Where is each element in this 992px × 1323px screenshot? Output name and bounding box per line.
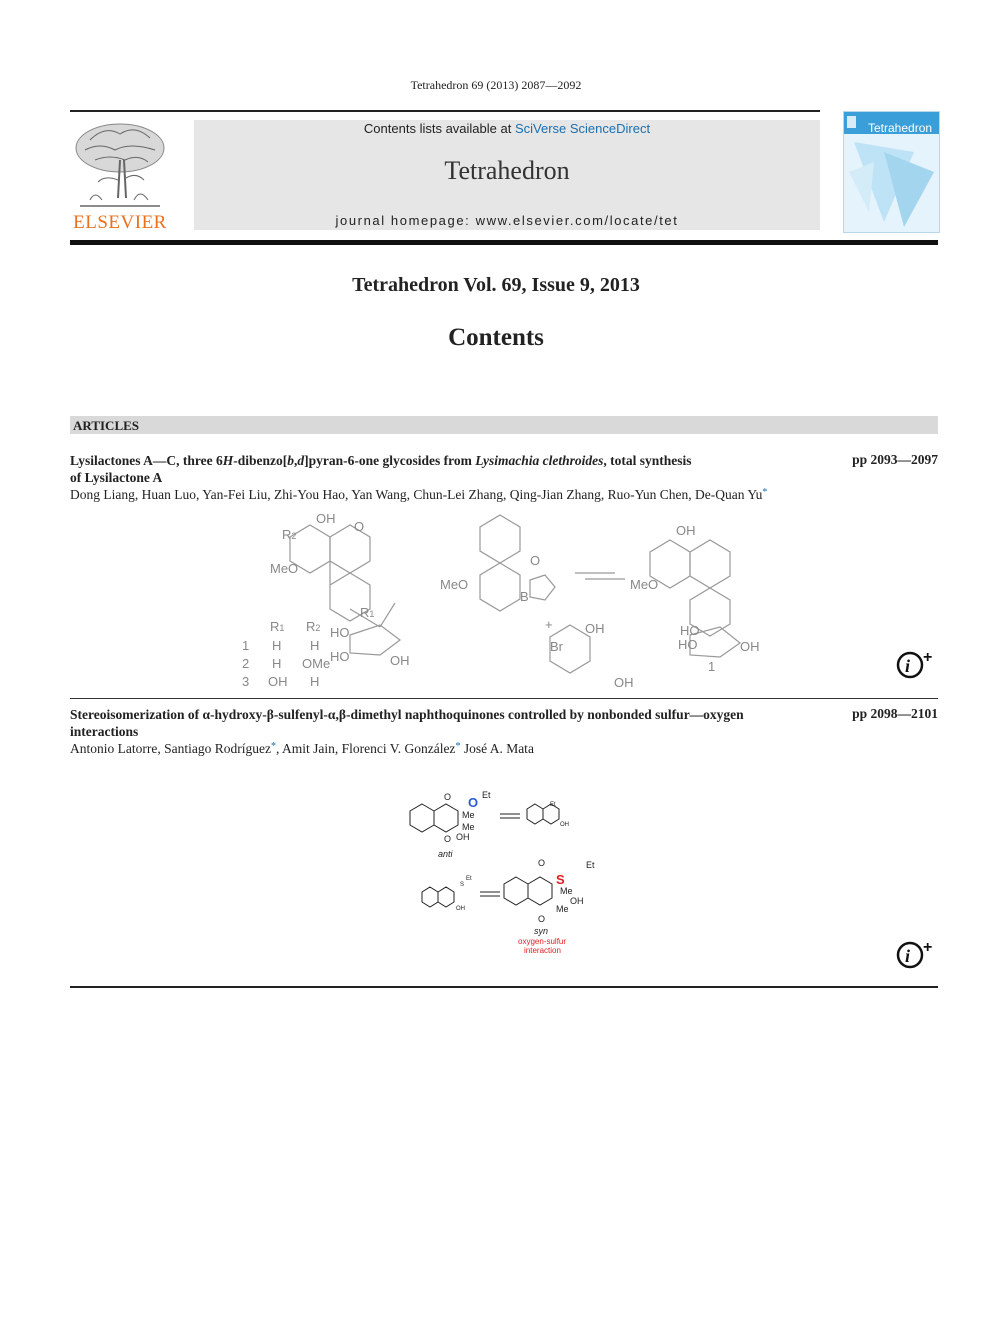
svg-text:Br: Br <box>550 639 563 654</box>
svg-text:i: i <box>905 656 911 676</box>
volume-title: Tetrahedron Vol. 69, Issue 9, 2013 <box>352 274 640 296</box>
contents-heading: Contents <box>448 324 544 351</box>
svg-text:OH: OH <box>268 674 288 689</box>
svg-text:O: O <box>444 834 452 844</box>
svg-text:Me: Me <box>462 822 475 832</box>
svg-text:O: O <box>444 792 452 802</box>
svg-text:syn: syn <box>534 926 549 936</box>
svg-text:OH: OH <box>676 523 696 538</box>
svg-text:O: O <box>468 795 479 810</box>
journal-homepage[interactable]: journal homepage: www.elsevier.com/locate/tet <box>335 213 679 228</box>
svg-text:OMe: OMe <box>302 656 331 671</box>
svg-text:O: O <box>538 858 546 868</box>
svg-text:+: + <box>545 617 553 632</box>
svg-text:1: 1 <box>242 638 250 653</box>
svg-text:O: O <box>538 914 546 924</box>
svg-text:OH: OH <box>456 906 465 912</box>
svg-text:OH: OH <box>316 511 336 526</box>
svg-text:+: + <box>923 939 933 956</box>
svg-text:R2: R2 <box>306 619 321 634</box>
article-2-title[interactable]: Stereoisomerization of α-hydroxy-β-sulfenyl-α,β-dimethyl naphthoquinones controlled by nonbonded sulfur—oxygen interactions <box>70 707 744 739</box>
svg-text:anti: anti <box>438 849 453 859</box>
contents-available-line <box>194 121 820 136</box>
article-1-info-icon[interactable] <box>896 648 938 685</box>
svg-text:HO: HO <box>680 623 700 638</box>
svg-text:OH: OH <box>570 896 584 906</box>
corresponding-author-star: * <box>762 487 768 498</box>
svg-text:Et: Et <box>466 876 472 882</box>
svg-text:O: O <box>354 519 365 534</box>
article-1-authors: Dong Liang, Huan Luo, Yan-Fei Liu, Zhi-You Hao, Yan Wang, Chun-Lei Zhang, Qing-Jian Zhang, Ruo-Yun Chen, De-Quan Yu* <box>70 487 768 502</box>
svg-text:1: 1 <box>708 659 716 674</box>
journal-name: Tetrahedron <box>444 156 570 185</box>
svg-text:interaction: interaction <box>524 946 561 955</box>
svg-text:+: + <box>923 649 933 666</box>
svg-text:OH: OH <box>585 621 605 636</box>
svg-text:OH: OH <box>740 639 760 654</box>
svg-text:B: B <box>520 589 529 604</box>
svg-text:i: i <box>905 946 911 966</box>
contents-end-rule <box>70 986 938 988</box>
header-rule <box>70 110 820 112</box>
elsevier-wordmark: ELSEVIER <box>73 212 167 233</box>
article-divider <box>70 698 938 699</box>
article-1-pages: pp 2093—2097 <box>852 452 938 467</box>
svg-text:Me: Me <box>556 904 569 914</box>
section-bar <box>70 416 938 434</box>
header-thick-rule <box>70 240 938 245</box>
article-1-graphical-abstract <box>230 505 790 700</box>
svg-text:Me: Me <box>560 886 573 896</box>
svg-text:OH: OH <box>456 832 470 842</box>
svg-text:S: S <box>556 872 565 887</box>
cover-title: Tetrahedron <box>868 121 933 135</box>
journal-citation: Tetrahedron 69 (2013) 2087—2092 <box>410 78 582 92</box>
svg-text:R2: R2 <box>282 527 297 542</box>
svg-text:O: O <box>530 553 541 568</box>
svg-text:H: H <box>272 656 282 671</box>
svg-text:H: H <box>310 638 320 653</box>
section-label-articles: ARTICLES <box>73 418 140 433</box>
svg-text:OH: OH <box>560 822 569 828</box>
svg-text:H: H <box>310 674 320 689</box>
contents-prefix: Contents lists available at <box>363 121 515 136</box>
article-2-authors: Antonio Latorre, Santiago Rodríguez*, Amit Jain, Florenci V. González* José A. Mata <box>70 741 534 756</box>
svg-text:Et: Et <box>586 860 595 870</box>
svg-text:MeO: MeO <box>440 577 469 592</box>
svg-text:R1: R1 <box>270 619 285 634</box>
svg-text:3: 3 <box>242 674 250 689</box>
svg-text:HO: HO <box>678 637 698 652</box>
sciencedirect-link[interactable]: SciVerse ScienceDirect <box>514 121 651 136</box>
svg-text:2: 2 <box>242 656 250 671</box>
article-2-pages: pp 2098—2101 <box>852 706 938 721</box>
svg-text:HO: HO <box>330 649 350 664</box>
article-2-info-icon[interactable] <box>896 938 938 975</box>
svg-text:Me: Me <box>462 810 475 820</box>
svg-text:H: H <box>272 638 282 653</box>
svg-text:MeO: MeO <box>270 561 299 576</box>
svg-text:oxygen-sulfur: oxygen-sulfur <box>518 937 567 946</box>
svg-text:HO: HO <box>330 625 350 640</box>
svg-text:R1: R1 <box>360 605 375 620</box>
article-1-title[interactable]: Lysilactones A—C, three 6H-dibenzo[b,d]pyran-6-one glycosides from Lysimachia clethroides, total synthesis of Lysilactone A <box>70 453 692 485</box>
svg-text:S: S <box>460 882 465 888</box>
article-2-graphical-abstract <box>400 782 600 962</box>
svg-text:MeO: MeO <box>630 577 659 592</box>
svg-text:Et: Et <box>550 802 556 808</box>
svg-text:OH: OH <box>390 653 410 668</box>
svg-text:Et: Et <box>482 790 491 800</box>
svg-text:OH: OH <box>614 675 634 690</box>
